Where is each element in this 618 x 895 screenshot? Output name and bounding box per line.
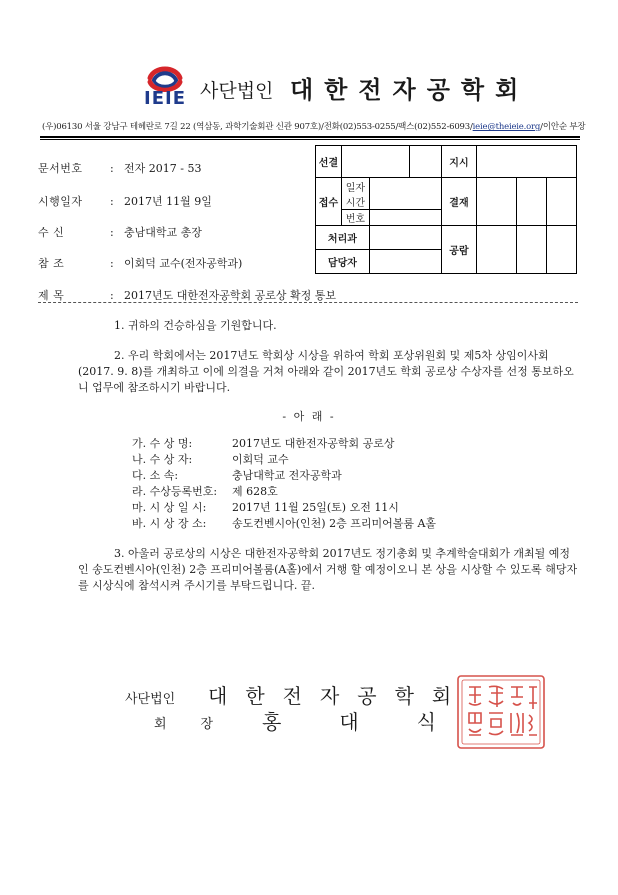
list-item bbox=[132, 436, 436, 452]
list-item bbox=[132, 500, 436, 516]
beonho-cell bbox=[369, 210, 441, 226]
subject-value: 2017년도 대한전자공학회 공로상 확정 통보 bbox=[124, 289, 336, 302]
list-item bbox=[132, 516, 436, 532]
gyeoljae-cell-1 bbox=[477, 178, 517, 226]
award-details-list bbox=[132, 436, 436, 532]
address-contact: /이안순 부장 bbox=[540, 122, 586, 132]
cheorigwa-cell bbox=[369, 226, 441, 250]
subject-row bbox=[38, 287, 336, 303]
item-value: 이회덕 교수 bbox=[232, 453, 289, 466]
gongram-cell-1 bbox=[477, 226, 517, 274]
recipient-row bbox=[38, 224, 202, 240]
header-org-name: 대한전자공학회 bbox=[290, 76, 530, 104]
list-item bbox=[132, 452, 436, 468]
header-divider bbox=[40, 136, 580, 138]
ilja-sigan-label: 일자시간 bbox=[341, 178, 369, 210]
item-label: 마. 시 상 일 시: bbox=[132, 501, 207, 514]
colon: : bbox=[110, 162, 114, 175]
list-item bbox=[132, 468, 436, 484]
reference-value: 이회덕 교수(전자공학과) bbox=[124, 257, 243, 270]
email-link[interactable]: ieie@theieie.org bbox=[472, 122, 541, 132]
recipient-label: 수 신 bbox=[38, 226, 65, 239]
gyeoljae-cell-2 bbox=[517, 178, 547, 226]
damdangja-label: 담당자 bbox=[316, 250, 370, 274]
colon: : bbox=[110, 226, 114, 239]
seongyeol-cell bbox=[341, 146, 409, 178]
gongram-cell-2 bbox=[517, 226, 547, 274]
gongram-label: 공람 bbox=[441, 226, 477, 274]
list-item bbox=[132, 484, 436, 500]
paragraph-1-text: 1. 귀하의 건승하심을 기원합니다. bbox=[114, 319, 277, 332]
doc-number-value: 전자 2017 - 53 bbox=[124, 162, 202, 175]
header-divider-thin bbox=[40, 139, 580, 140]
issue-date-row bbox=[38, 193, 212, 209]
item-value: 2017년도 대한전자공학회 공로상 bbox=[232, 437, 395, 450]
footer-org-prefix: 사단법인 bbox=[125, 692, 176, 707]
seongyeol-label: 선결 bbox=[316, 146, 342, 178]
gyeoljae-cell-3 bbox=[547, 178, 577, 226]
subject-label: 제 목 bbox=[38, 289, 65, 302]
reference-row bbox=[38, 255, 242, 271]
item-value: 송도컨벤시아(인천) 2층 프리미어볼룸 A홀 bbox=[232, 517, 437, 530]
section-divider bbox=[38, 302, 578, 303]
item-value: 충남대학교 전자공학과 bbox=[232, 469, 342, 482]
colon: : bbox=[110, 257, 114, 270]
official-seal-icon bbox=[455, 673, 547, 751]
jisi-label: 지시 bbox=[441, 146, 477, 178]
item-label: 나. 수 상 자: bbox=[132, 453, 193, 466]
jisi-cell bbox=[477, 146, 577, 178]
paragraph-3 bbox=[78, 546, 580, 594]
issue-date-value: 2017년 11월 9일 bbox=[124, 195, 212, 208]
damdangja-cell bbox=[369, 250, 441, 274]
footer-role: 회장 bbox=[154, 717, 248, 732]
seongyeol-cell-2 bbox=[409, 146, 441, 178]
reference-label: 참 조 bbox=[38, 257, 65, 270]
header-org-prefix: 사단법인 bbox=[200, 80, 274, 102]
colon: : bbox=[110, 195, 114, 208]
footer-org-name: 대한전자공학회 bbox=[208, 684, 470, 708]
address-text: (우)06130 서울 강남구 테헤란로 7길 22 (역삼동, 과학기술회관 신관 907호)/전화(02)553-0255/팩스(02)552-6093/ bbox=[42, 122, 473, 132]
header-address bbox=[42, 120, 586, 132]
item-label: 가. 수 상 명: bbox=[132, 437, 193, 450]
paragraph-1 bbox=[78, 318, 580, 334]
logo-text: IEIE bbox=[144, 88, 186, 109]
paragraph-2-text: 2. 우리 학회에서는 2017년도 학회상 시상을 위하여 학회 포상위원회 및 제5차 상임이사회(2017. 9. 8)를 개최하고 이에 의결을 거쳐 아래와 같이 2017년도 학회 공로상 수상자를 선정 통보하오니 업무에 참조하시기 바랍니다. bbox=[78, 349, 574, 394]
item-label: 다. 소 속: bbox=[132, 469, 179, 482]
item-label: 바. 시 상 장 소: bbox=[132, 517, 207, 530]
footer-person-name: 홍대식 bbox=[262, 710, 494, 734]
ilja-sigan-cell bbox=[369, 178, 441, 210]
paragraph-2 bbox=[78, 348, 580, 396]
beonho-label: 번호 bbox=[341, 210, 369, 226]
section-title: - 아 래 - bbox=[282, 410, 336, 423]
item-label: 라. 수상등록번호: bbox=[132, 485, 218, 498]
paragraph-3-text: 3. 아울러 공로상의 시상은 대한전자공학회 2017년도 정기총회 및 추계학술대회가 개최될 예정인 송도컨벤시아(인천) 2층 프리미어볼룸(A홀)에서 거행 할 예정이오니 본 상을 시상할 수 있도록 해당자를 시상식에 참석시켜 주시기를 부탁드립니다. 끝. bbox=[78, 547, 578, 592]
cheorigwa-label: 처리과 bbox=[316, 226, 370, 250]
issue-date-label: 시행일자 bbox=[38, 195, 83, 208]
item-value: 제 628호 bbox=[232, 485, 278, 498]
colon: : bbox=[110, 289, 114, 302]
approval-table bbox=[315, 145, 577, 274]
item-value: 2017년 11월 25일(토) 오전 11시 bbox=[232, 501, 399, 514]
recipient-value: 충남대학교 총장 bbox=[124, 226, 202, 239]
doc-number-label: 문서번호 bbox=[38, 162, 83, 175]
gyeoljae-label: 결재 bbox=[441, 178, 477, 226]
doc-number-row bbox=[38, 160, 201, 176]
gongram-cell-3 bbox=[547, 226, 577, 274]
jeopsu-label: 접수 bbox=[316, 178, 342, 226]
